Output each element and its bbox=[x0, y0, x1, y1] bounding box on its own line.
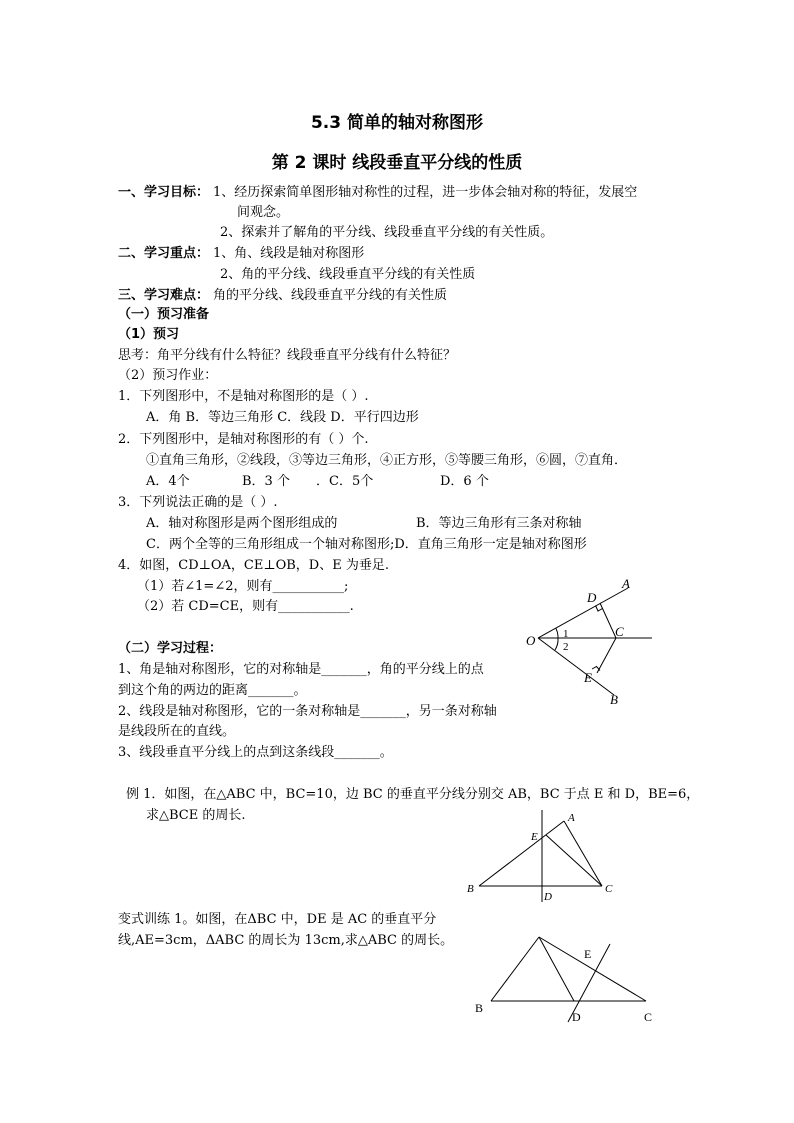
process-3: 3、线段垂直平分线上的点到这条线段_______。 bbox=[118, 745, 393, 760]
segment-ba bbox=[479, 821, 564, 886]
label-b: B bbox=[467, 883, 474, 895]
label-d: D bbox=[544, 891, 552, 903]
segment-ac bbox=[564, 821, 602, 886]
label-d: D bbox=[587, 590, 597, 605]
figure-angle-bisector bbox=[520, 575, 660, 710]
label-e: E bbox=[531, 831, 538, 843]
label-e: E bbox=[584, 670, 592, 685]
label-c: C bbox=[615, 624, 624, 639]
process-heading: （二）学习过程： bbox=[118, 641, 223, 656]
label-e: E bbox=[584, 947, 592, 961]
prep-sub1: （1）预习 bbox=[118, 327, 180, 342]
process-1-cont: 到这个角的两边的距离_______。 bbox=[118, 683, 307, 698]
difficulty-label: 三、学习难点： bbox=[118, 288, 210, 303]
segment-cd bbox=[600, 603, 616, 638]
angle-arc-1 bbox=[556, 629, 558, 639]
key-point-2: 2、角的平分线、线段垂直平分线的有关性质 bbox=[220, 267, 476, 282]
label-o: O bbox=[526, 633, 536, 648]
question-2-option-c: ．C．5个 bbox=[316, 474, 374, 489]
question-4-part-1: （1）若∠1=∠2，则有___________; bbox=[137, 579, 349, 594]
key-points-label: 二、学习重点： bbox=[118, 246, 210, 261]
page-title: 5.3 简单的轴对称图形 bbox=[310, 113, 484, 133]
segment-ba bbox=[491, 937, 539, 1001]
label-d: D bbox=[572, 1010, 581, 1024]
example-1-cont: 求△BCE 的周长. bbox=[146, 808, 246, 823]
question-2-option-b: B．3 个 bbox=[242, 474, 290, 489]
question-2-option-a: A．4个 bbox=[146, 474, 190, 489]
segment-ad bbox=[539, 937, 574, 1001]
question-4: 4．如图，CD⊥OA，CE⊥OB，D、E 为垂足. bbox=[118, 558, 389, 573]
figure-variant-triangle bbox=[470, 930, 660, 1030]
objective-1: 1、经历探索简单图形轴对称性的过程，进一步体会轴对称的特征，发展空 bbox=[213, 185, 638, 200]
label-c: C bbox=[644, 1010, 653, 1024]
figure-example-triangle bbox=[462, 805, 622, 910]
question-2-list: ①直角三角形，②线段，③等边三角形，④正方形，⑤等腰三角形，⑥圆，⑦直角． bbox=[146, 453, 628, 468]
angle-arc-2 bbox=[555, 638, 558, 650]
question-1-options: A．角 B．等边三角形 C．线段 D．平行四边形 bbox=[146, 410, 419, 425]
label-angle-2: 2 bbox=[563, 641, 569, 653]
segment-ac bbox=[539, 937, 646, 1001]
page-subtitle: 第 2 课时 线段垂直平分线的性质 bbox=[271, 153, 523, 173]
question-2-option-d: D．6 个 bbox=[440, 474, 489, 489]
question-1: 1．下列图形中，不是轴对称图形的是（ ）. bbox=[118, 389, 369, 404]
question-3: 3．下列说法正确的是（ ）. bbox=[118, 495, 278, 510]
segment-ec bbox=[546, 835, 602, 886]
process-2-cont: 是线段所在的直线。 bbox=[118, 724, 236, 739]
label-a: A bbox=[568, 812, 575, 824]
example-1: 例 1．如图，在△ABC 中，BC=10，边 BC 的垂直平分线分别交 AB，BC 于点 E 和 D，BE=6， bbox=[126, 787, 700, 802]
segment-ce bbox=[597, 638, 616, 673]
label-b: B bbox=[475, 1001, 484, 1015]
question-2: 2．下列图形中，是轴对称图形的有（ ）个. bbox=[118, 432, 369, 447]
prep-heading: （一）预习准备 bbox=[118, 307, 210, 322]
objective-2: 2、探索并了解角的平分线、线段垂直平分线的有关性质。 bbox=[220, 225, 554, 240]
process-2: 2、线段是轴对称图形，它的一条对称轴是_______，另一条对称轴 bbox=[118, 704, 497, 719]
ray-ob bbox=[538, 638, 614, 695]
question-3-option-a: A．轴对称图形是两个图形组成的 bbox=[146, 516, 338, 531]
difficulty-text: 角的平分线、线段垂直平分线的有关性质 bbox=[213, 288, 448, 303]
question-3-option-cd: C．两个全等的三角形组成一个轴对称图形;D．直角三角形一定是轴对称图形 bbox=[146, 537, 587, 552]
variant-1: 变式训练 1。如图，在ΔBC 中，DE 是 AC 的垂直平分 bbox=[118, 912, 437, 927]
key-point-1: 1、角、线段是轴对称图形 bbox=[213, 246, 365, 261]
label-c: C bbox=[605, 883, 613, 895]
objectives-label: 一、学习目标： bbox=[118, 185, 210, 200]
prep-sub2: （2）预习作业： bbox=[118, 368, 218, 383]
label-b: B bbox=[610, 692, 618, 707]
variant-1-cont: 线,AE=3cm，ΔABC 的周长为 13cm,求△ABC 的周长。 bbox=[118, 933, 454, 948]
label-angle-1: 1 bbox=[563, 628, 569, 640]
question-3-option-b: B．等边三角形有三条对称轴 bbox=[416, 516, 582, 531]
prep-think: 思考：角平分线有什么特征？线段垂直平分线有什么特征？ bbox=[118, 348, 457, 363]
question-4-part-2: （2）若 CD=CE，则有___________. bbox=[137, 599, 354, 614]
objective-1-cont: 间观念。 bbox=[237, 205, 290, 220]
process-1: 1、角是轴对称图形，它的对称轴是_______，角的平分线上的点 bbox=[118, 662, 484, 677]
label-a: A bbox=[622, 576, 630, 591]
